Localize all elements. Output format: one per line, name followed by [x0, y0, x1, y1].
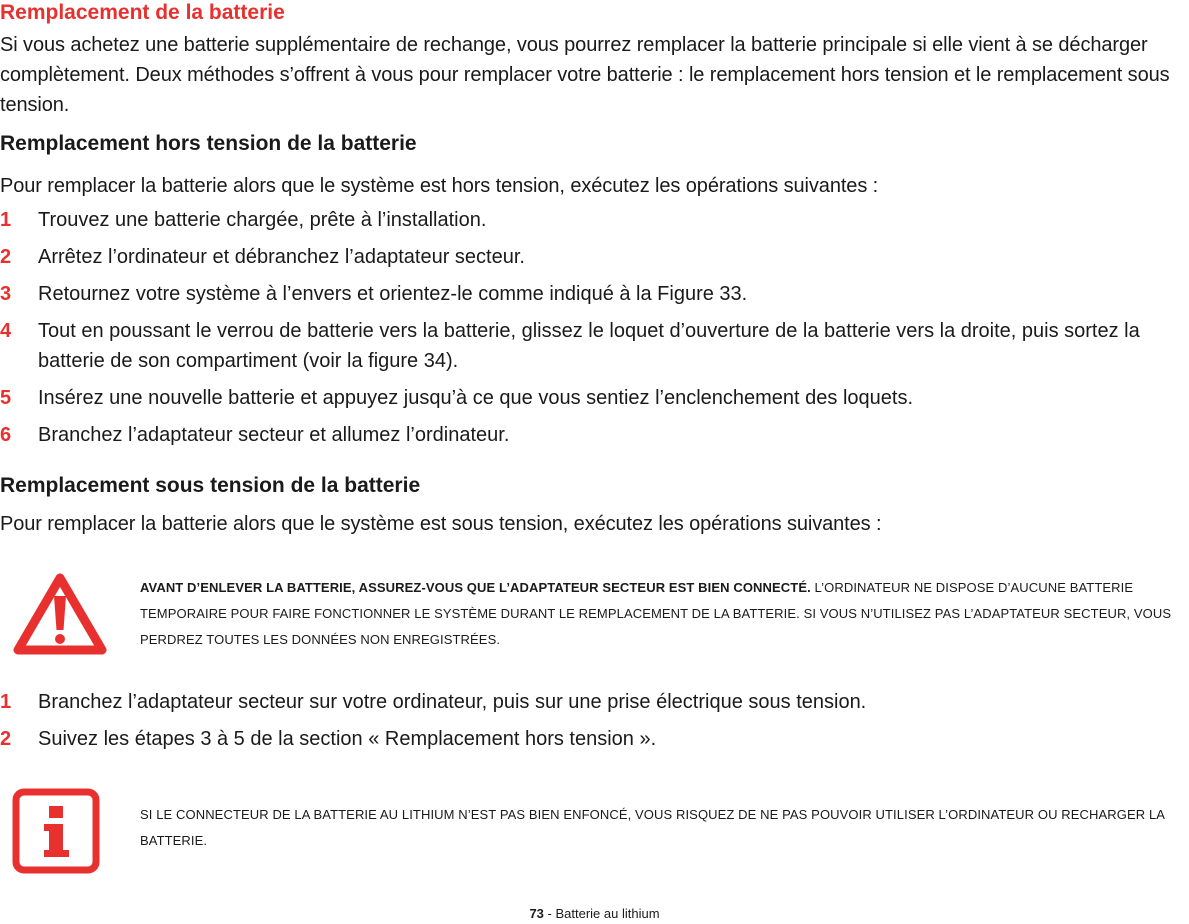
step-number: 4	[0, 320, 12, 342]
hot-off-steps	[0, 205, 1189, 457]
hot-off-intro: Pour remplacer la batterie alors que le système est hors tension, exécutez les opérations suivantes :	[0, 175, 879, 197]
warning-triangle-icon	[12, 572, 108, 661]
warning-text	[140, 575, 1180, 653]
step-text: Retournez votre système à l’envers et orientez-le comme indiqué à la Figure 33.	[38, 283, 748, 305]
page-footer	[0, 904, 1189, 924]
warning-notice	[0, 570, 1189, 660]
info-notice	[0, 786, 1189, 876]
step-text: Insérez une nouvelle batterie et appuyez jusqu’à ce que vous sentiez l’enclenchement des loquets.	[38, 387, 914, 409]
step-number: 5	[0, 387, 12, 409]
step-number: 2	[0, 246, 12, 268]
step-item	[0, 383, 1189, 413]
step-item	[0, 724, 1189, 754]
hot-on-steps	[0, 687, 1189, 761]
info-text: SI LE CONNECTEUR DE LA BATTERIE AU LITHIUM N’EST PAS BIEN ENFONCÉ, VOUS RISQUEZ DE NE PAS POUVOIR UTILISER L’ORDINATEUR OU RECHARGER LA BATTERIE.	[140, 807, 1165, 848]
step-text: Trouvez une batterie chargée, prête à l’installation.	[38, 209, 487, 231]
step-item	[0, 279, 1189, 309]
step-item	[0, 420, 1189, 450]
step-item	[0, 205, 1189, 235]
hot-on-intro: Pour remplacer la batterie alors que le système est sous tension, exécutez les opérations suivantes :	[0, 513, 882, 535]
step-item	[0, 687, 1189, 717]
step-text: Branchez l’adaptateur secteur sur votre ordinateur, puis sur une prise électrique sous tension.	[38, 691, 867, 713]
step-text: Branchez l’adaptateur secteur et allumez l’ordinateur.	[38, 424, 510, 446]
step-number: 1	[0, 209, 12, 231]
step-text: Suivez les étapes 3 à 5 de la section « Remplacement hors tension ».	[38, 728, 657, 750]
hot-on-title: Remplacement sous tension de la batterie	[0, 474, 421, 497]
step-item	[0, 316, 1189, 376]
warning-strong-text: AVANT D’ENLEVER LA BATTERIE, ASSUREZ-VOUS QUE L’ADAPTATEUR SECTEUR EST BIEN CONNECTÉ.	[140, 580, 811, 595]
step-item	[0, 242, 1189, 272]
info-icon	[12, 788, 100, 879]
warning-body-text: L’ORDINATEUR NE DISPOSE D’AUCUNE BATTERIE TEMPORAIRE POUR FAIRE FONCTIONNER LE SYSTÈME DURANT LE REMPLACEMENT DE LA BATTERIE. SI VOUS N’UTILISEZ PAS L’ADAPTATEUR SECTEUR, VOUS PERDREZ TOUTES LES DONNÉES NON ENREGISTRÉES.	[140, 580, 1172, 647]
footer-separator: -	[543, 906, 556, 921]
step-number: 1	[0, 691, 12, 713]
intro-paragraph: Si vous achetez une batterie supplémentaire de rechange, vous pourrez remplacer la batterie principale si elle vient à se décharger complètement. Deux méthodes s’offrent à vous pour remplacer votre batterie : le remplacement hors tension et le remplacement sous tension.	[0, 34, 1170, 116]
step-text: Arrêtez l’ordinateur et débranchez l’adaptateur secteur.	[38, 246, 525, 268]
page-number: 73	[529, 906, 544, 921]
hot-off-title: Remplacement hors tension de la batterie	[0, 132, 417, 155]
footer-section: Batterie au lithium	[555, 906, 660, 921]
section-title: Remplacement de la batterie	[0, 1, 285, 24]
step-number: 2	[0, 728, 12, 750]
step-number: 3	[0, 283, 12, 305]
step-text: Tout en poussant le verrou de batterie vers la batterie, glissez le loquet d’ouverture de la batterie vers la droite, puis sortez la batterie de son compartiment (voir la figure 34).	[38, 320, 1140, 372]
step-number: 6	[0, 424, 12, 446]
